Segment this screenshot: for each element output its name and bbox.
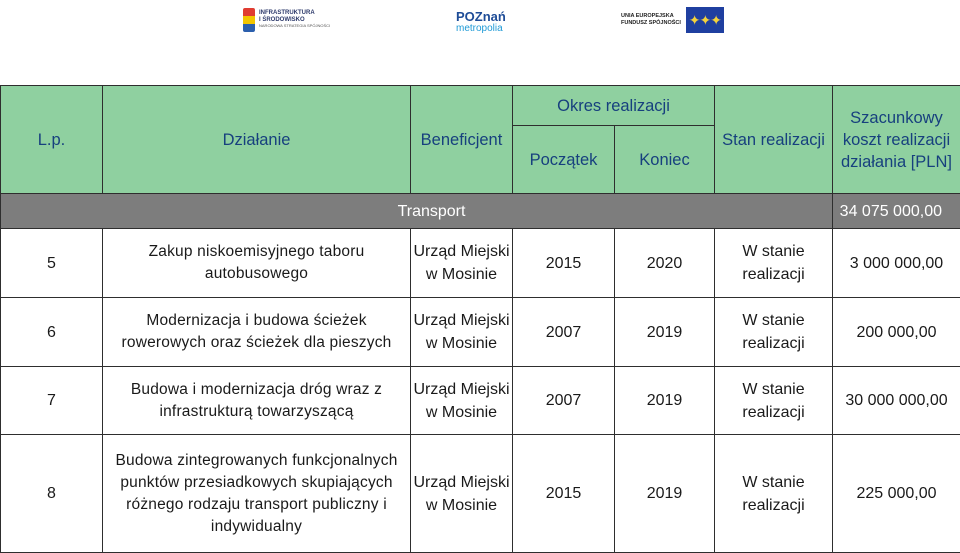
row-status: W stanie realizacji (715, 298, 833, 367)
row-cost: 225 000,00 (833, 435, 960, 553)
row-end: 2020 (615, 229, 715, 298)
table-row (1, 435, 960, 553)
infrastruktura-logo (243, 8, 330, 32)
projects-table-container (0, 85, 960, 553)
infrastruktura-logo-line2: I ŚRODOWISKO (259, 17, 330, 24)
eu-logo-line2: FUNDUSZ SPÓJNOŚCI (621, 20, 681, 27)
row-action: Zakup niskoemisyjnego taboru autobusowego (103, 229, 411, 298)
header-lp: L.p. (1, 86, 103, 194)
section-total: 34 075 000,00 (833, 194, 960, 229)
row-beneficiary: Urząd Miejski w Mosinie (411, 229, 513, 298)
row-start: 2007 (513, 367, 615, 435)
infrastruktura-logo-line3: NARODOWA STRATEGIA SPÓJNOŚCI (259, 23, 330, 30)
row-end: 2019 (615, 367, 715, 435)
row-status: W stanie realizacji (715, 435, 833, 553)
table-row (1, 229, 960, 298)
row-action: Budowa i modernizacja dróg wraz z infrastrukturą towarzyszącą (103, 367, 411, 435)
row-cost: 200 000,00 (833, 298, 960, 367)
header-end: Koniec (615, 126, 715, 194)
header-start: Początek (513, 126, 615, 194)
section-row-transport (1, 194, 960, 229)
section-title: Transport (1, 194, 833, 229)
row-action: Budowa zintegrowanych funkcjonalnych punktów przesiadkowych skupiających różnego rodzaju transport publiczny i indywidualny (103, 435, 411, 553)
eu-logo-line1: UNIA EUROPEJSKA (621, 13, 681, 20)
header-period: Okres realizacji (513, 86, 715, 126)
row-cost: 30 000 000,00 (833, 367, 960, 435)
poznan-metropolia-logo (456, 10, 506, 34)
table-row (1, 367, 960, 435)
table-row (1, 298, 960, 367)
row-beneficiary: Urząd Miejski w Mosinie (411, 298, 513, 367)
row-start: 2015 (513, 435, 615, 553)
row-lp: 5 (1, 229, 103, 298)
row-beneficiary: Urząd Miejski w Mosinie (411, 435, 513, 553)
poznan-logo-line2: metropolia (456, 23, 506, 34)
header-action: Działanie (103, 86, 411, 194)
row-lp: 7 (1, 367, 103, 435)
row-cost: 3 000 000,00 (833, 229, 960, 298)
row-start: 2015 (513, 229, 615, 298)
row-status: W stanie realizacji (715, 367, 833, 435)
infrastruktura-logo-line1: INFRASTRUKTURA (259, 10, 330, 17)
row-start: 2007 (513, 298, 615, 367)
logo-bar (0, 0, 960, 60)
row-beneficiary: Urząd Miejski w Mosinie (411, 367, 513, 435)
poznan-logo-line1: POZnań (456, 10, 506, 23)
row-end: 2019 (615, 435, 715, 553)
projects-table (0, 85, 960, 553)
eu-logo (621, 7, 724, 33)
row-lp: 6 (1, 298, 103, 367)
header-cost: Szacunkowy koszt realizacji działania [PLN] (833, 86, 960, 194)
header-beneficiary: Beneficjent (411, 86, 513, 194)
row-end: 2019 (615, 298, 715, 367)
row-action: Modernizacja i budowa ścieżek rowerowych oraz ścieżek dla pieszych (103, 298, 411, 367)
infrastruktura-logo-mark (243, 8, 255, 32)
row-lp: 8 (1, 435, 103, 553)
row-status: W stanie realizacji (715, 229, 833, 298)
eu-flag-icon: ✦✦✦ (686, 7, 724, 33)
header-status: Stan realizacji (715, 86, 833, 194)
